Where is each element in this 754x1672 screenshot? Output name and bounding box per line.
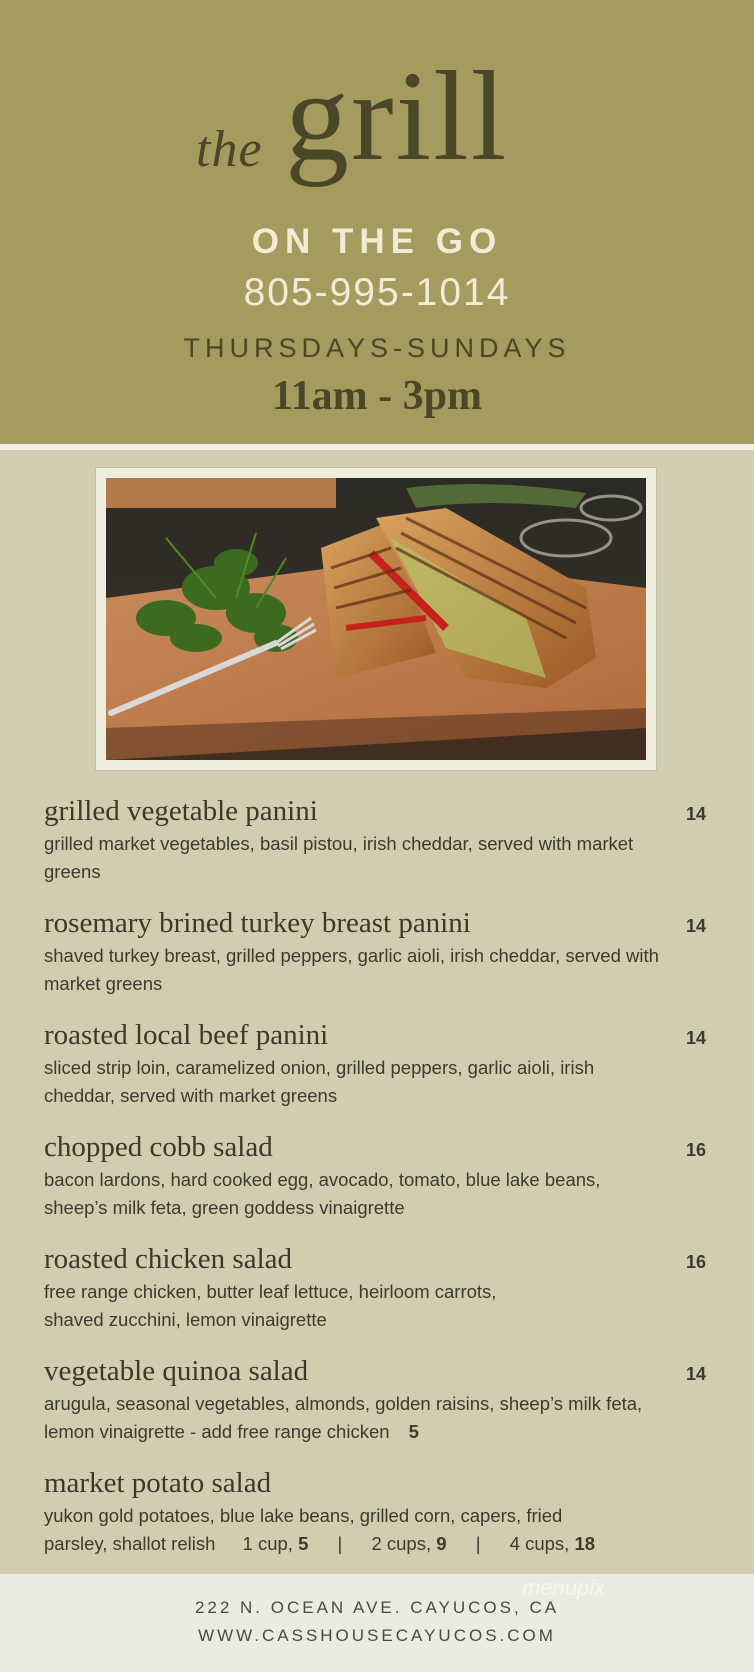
size-label: 1 cup, <box>242 1533 293 1554</box>
menu-item-name: market potato salad <box>44 1467 272 1499</box>
menu-item-name: grilled vegetable panini <box>44 795 318 827</box>
menu-item-description-line: parsley, shallot relish <box>44 1533 216 1554</box>
menu-item-price: 14 <box>685 804 706 824</box>
address: 222 N. OCEAN AVE. CAYUCOS, CA <box>194 1598 560 1617</box>
addon-price: 5 <box>408 1421 419 1442</box>
menu-item <box>44 794 714 886</box>
menu-item-description-line: yukon gold potatoes, blue lake beans, grilled corn, capers, fried <box>44 1505 563 1526</box>
menu-item <box>44 1354 714 1446</box>
menu-item-description: bacon lardons, hard cooked egg, avocado, tomato, blue lake beans, sheep’s milk feta, green goddess vinaigrette <box>44 1169 601 1218</box>
menu-item-price: 14 <box>685 916 706 936</box>
menu-item <box>44 1466 714 1558</box>
menu-item-name: chopped cobb salad <box>44 1131 273 1163</box>
menu-item-name: roasted chicken salad <box>44 1243 293 1275</box>
menu-item <box>44 1018 714 1110</box>
size-option-2 <box>371 1533 446 1554</box>
menu-item-description: sliced strip loin, caramelized onion, grilled peppers, garlic aioli, irish cheddar, served with market greens <box>44 1057 595 1106</box>
size-price: 18 <box>574 1533 596 1554</box>
size-option-3 <box>510 1533 595 1554</box>
size-label: 4 cups, <box>509 1533 570 1554</box>
open-hours: 11am - 3pm <box>272 373 482 419</box>
menu-item-name: vegetable quinoa salad <box>44 1355 309 1387</box>
size-option-1 <box>243 1533 309 1554</box>
panini-illustration <box>106 478 646 760</box>
menu-item-description <box>44 1502 664 1558</box>
panini-photo <box>106 478 646 760</box>
website-link[interactable]: WWW.CASSHOUSECAYUCOS.COM <box>198 1626 556 1645</box>
size-separator: | <box>337 1533 343 1554</box>
menu-item <box>44 906 714 998</box>
size-separator: | <box>475 1533 481 1554</box>
food-photo-frame <box>96 468 656 770</box>
header-banner <box>0 0 754 444</box>
menu-item-description-text: arugula, seasonal vegetables, almonds, golden raisins, sheep’s milk feta, lemon vinaigrette - add free range chicken <box>44 1393 643 1442</box>
menu-item <box>44 1242 714 1334</box>
menu-item-name: rosemary brined turkey breast panini <box>44 907 471 939</box>
menu-item-description: shaved turkey breast, grilled peppers, garlic aioli, irish cheddar, served with market greens <box>44 945 659 994</box>
menu-item-price: 16 <box>685 1252 706 1272</box>
menu-item-price: 16 <box>685 1140 706 1160</box>
restaurant-logo <box>0 40 754 190</box>
header-divider <box>0 444 754 450</box>
menu-item-description <box>44 1390 664 1446</box>
menu-item <box>44 1130 714 1222</box>
size-price: 9 <box>436 1533 447 1554</box>
menu-item-description-line: free range chicken, butter leaf lettuce, heirloom carrots, <box>44 1281 497 1302</box>
menu-item-name: roasted local beef panini <box>44 1019 329 1051</box>
menu-item-description: grilled market vegetables, basil pistou, irish cheddar, served with market greens <box>44 833 634 882</box>
size-price: 5 <box>298 1533 309 1554</box>
menu-item-description <box>44 1278 664 1334</box>
menu-item-price: 14 <box>685 1364 706 1384</box>
phone-number[interactable]: 805-995-1014 <box>243 271 511 314</box>
footer <box>0 1574 754 1672</box>
watermark-text: menupix <box>522 1575 606 1600</box>
size-label: 2 cups, <box>371 1533 432 1554</box>
logo-grill: grill <box>285 45 509 187</box>
menu-item-price: 14 <box>685 1028 706 1048</box>
service-title: ON THE GO <box>251 222 503 261</box>
logo-the: the <box>196 121 263 178</box>
open-days: THURSDAYS-SUNDAYS <box>183 333 571 363</box>
menu-item-description-line: shaved zucchini, lemon vinaigrette <box>44 1309 327 1330</box>
